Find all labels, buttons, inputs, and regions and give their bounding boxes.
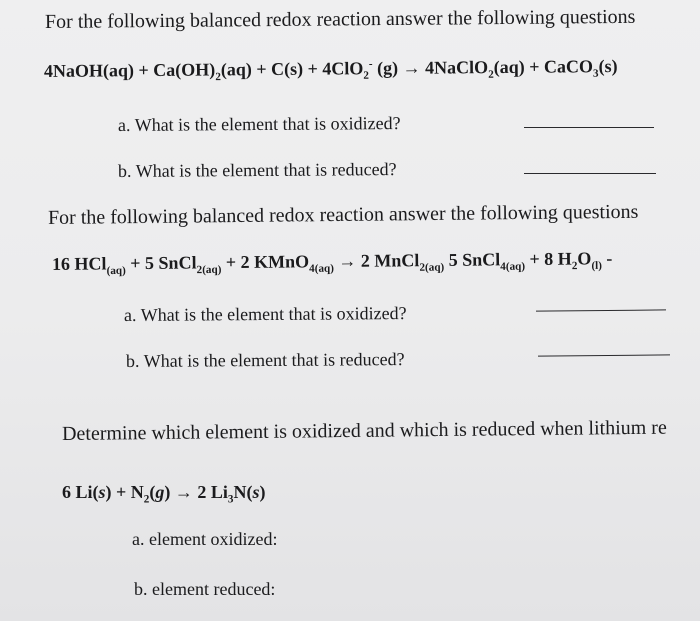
- section-2-heading: For the following balanced redox reaction answer the following questions: [47, 200, 639, 229]
- section-2-answer-b-blank[interactable]: [538, 354, 670, 356]
- section-2-equation: 16 HCl$_{(aq)}$ + 5 SnCl$_{2(aq)}$ + 2 KMnO$_{4(aq)}$ → 2 MnCl$_{2(aq)}$ 5 SnCl$_{4(aq)}$ + 8 $H_2O_{(l)}$ -: [51, 248, 613, 278]
- section-1-heading: For the following balanced redox reaction answer the following questions: [44, 5, 636, 33]
- section-3-question-b: b. element reduced:: [134, 579, 276, 599]
- section-1-equation: 4NaOH(aq) + $Ca(OH)_2(aq) + C(s) + 4ClO_2^-$ (g) → 4NaClO$_2$(aq) + CaCO$_3$(s): [43, 55, 618, 84]
- section-3-question-a: a. element oxidized:: [132, 529, 278, 549]
- section-1-question-a: a. What is the element that is oxidized?: [117, 113, 401, 135]
- section-3-heading: Determine which element is oxidized and which is reduced when lithium re: [61, 416, 667, 445]
- section-1-answer-a-blank[interactable]: [524, 127, 654, 128]
- section-2-question-a: a. What is the element that is oxidized?: [123, 303, 407, 325]
- section-1-answer-b-blank[interactable]: [524, 173, 656, 174]
- section-2-answer-a-blank[interactable]: [536, 309, 666, 311]
- section-1-question-b: b. What is the element that is reduced?: [117, 159, 397, 181]
- section-3-equation: 6 $Li(s) + N_2(g) \to 2$ $Li_3N(s)$: [62, 482, 266, 506]
- section-2-question-b: b. What is the element that is reduced?: [125, 349, 405, 371]
